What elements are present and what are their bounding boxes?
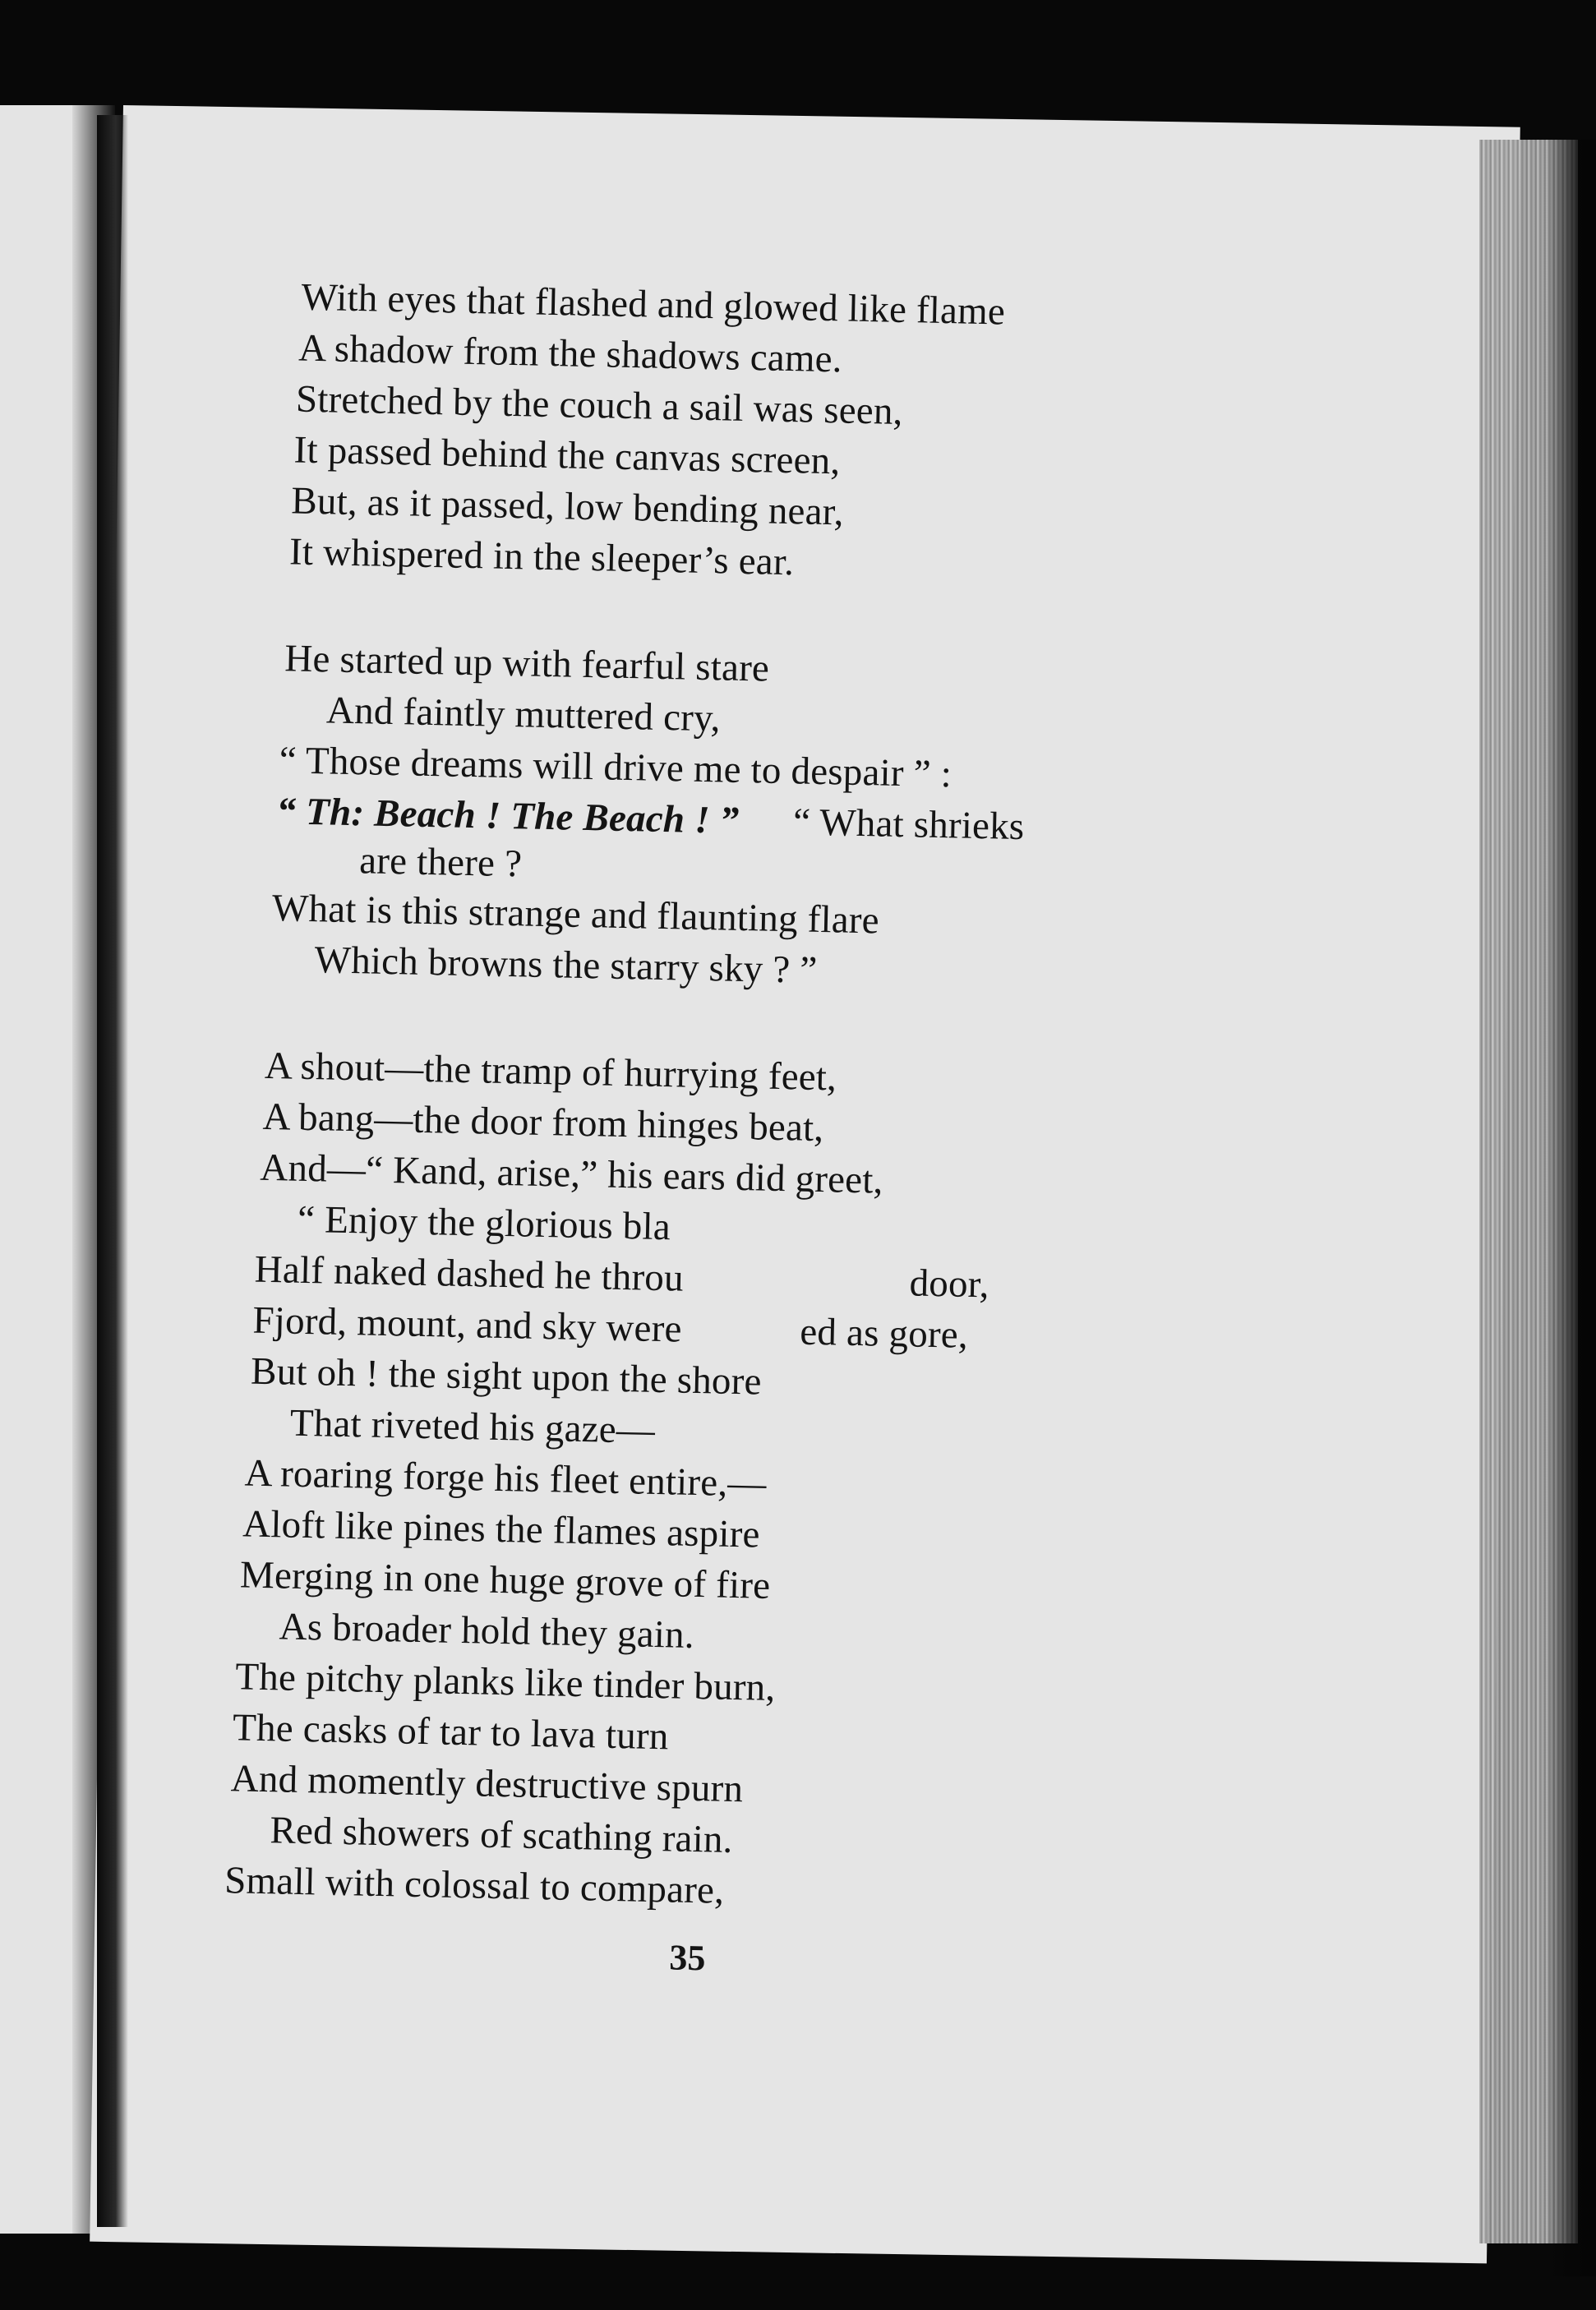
- poem-line: He started up with fearful stare: [284, 637, 770, 690]
- beach-italic-text: “ Th: Beach ! The Beach ! ”: [275, 790, 740, 842]
- page-number: 35: [668, 1937, 706, 1979]
- poem-line: But oh ! the sight upon the shore: [250, 1349, 763, 1404]
- poem-line: The casks of tar to lava turn: [232, 1706, 670, 1759]
- poem-line: A shout—the tramp of hurrying feet,: [264, 1044, 837, 1100]
- poem-line: Merging in one huge grove of fire: [239, 1553, 771, 1607]
- beach-roman-text: “ What shrieks: [792, 800, 1025, 849]
- poem-line: Red showers of scathing rain.: [270, 1809, 734, 1862]
- poem-line: are there ?: [358, 839, 523, 886]
- poem-line: Aloft like pines the flames aspire: [242, 1502, 761, 1556]
- poem-line: A shadow from the shadows came.: [298, 326, 843, 381]
- poem-line: Which browns the starry sky ? ”: [314, 938, 818, 992]
- poem-line: But, as it passed, low bending near,: [290, 479, 845, 534]
- poem-line: What is this strange and flaunting flare: [271, 887, 880, 943]
- poem-line: As broader hold they gain.: [279, 1605, 695, 1657]
- poem-line: Small with colossal to compare,: [224, 1859, 725, 1912]
- poem-line-beach: [275, 790, 1025, 849]
- poem-line: And momently destructive spurn: [230, 1757, 744, 1811]
- poem-line: And—“ Kand, arise,” his ears did greet,: [259, 1146, 884, 1202]
- poem-line: “ Enjoy the glorious bla: [297, 1197, 671, 1249]
- poem-line: A roaring forge his fleet entire,—: [244, 1451, 768, 1505]
- poem-line: Fjord, mount, and sky were: [251, 1298, 683, 1351]
- poem-line: Stretched by the couch a sail was seen,: [295, 377, 904, 433]
- poem-line: It passed behind the canvas screen,: [293, 428, 841, 483]
- poem-line: ed as gore,: [799, 1310, 969, 1357]
- poem-line: That riveted his gaze—: [289, 1401, 656, 1452]
- poem-line: And faintly muttered cry,: [325, 689, 722, 740]
- poem-line: Half naked dashed he throu: [254, 1247, 685, 1300]
- poem-line: A bang—the door from hinges beat,: [262, 1095, 824, 1150]
- poem-line: “ Those dreams will drive me to despair ” :: [279, 739, 953, 796]
- poem-line: The pitchy planks like tinder burn,: [234, 1655, 776, 1710]
- poem-line: door,: [909, 1261, 990, 1307]
- poem-line: With eyes that flashed and glowed like flame: [301, 275, 1006, 334]
- poem-line: It whispered in the sleeper’s ear.: [288, 530, 795, 584]
